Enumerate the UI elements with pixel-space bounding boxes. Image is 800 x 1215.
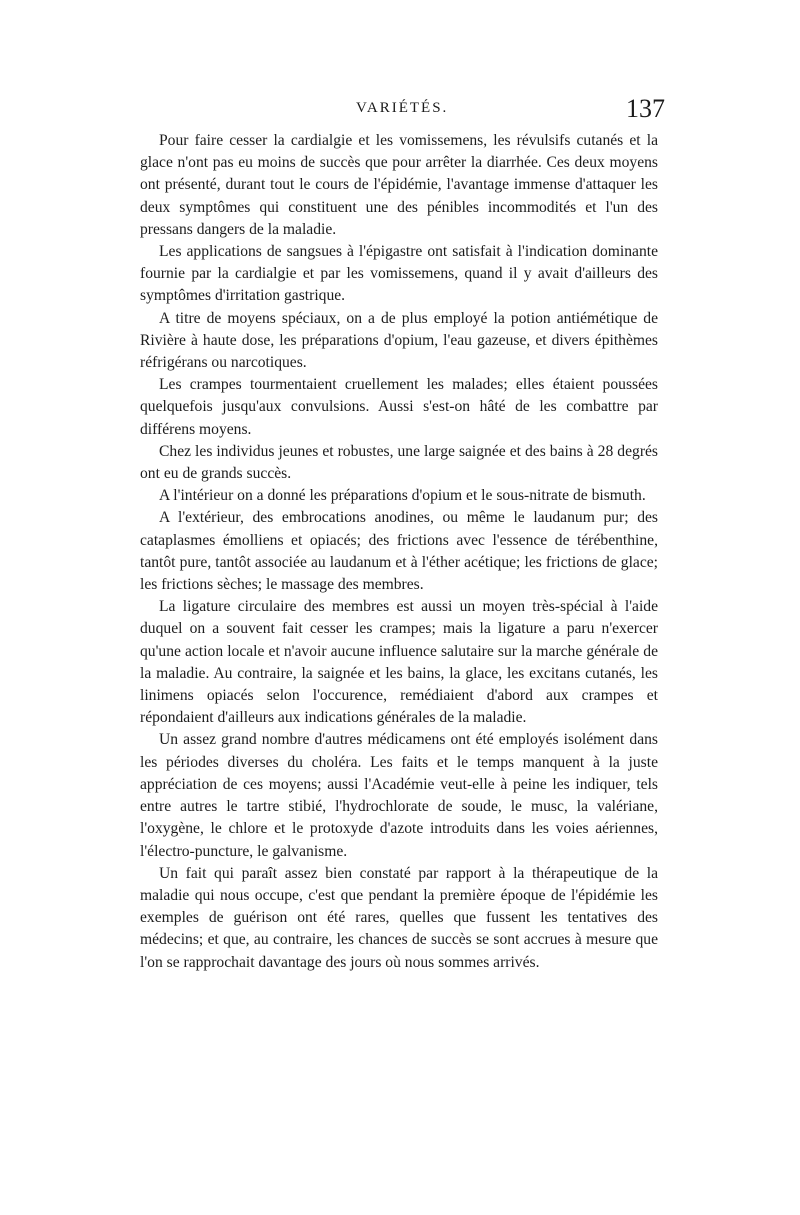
paragraph: Chez les individus jeunes et robustes, une large saignée et des bains à 28 degrés ont eu de grands succès. — [140, 442, 658, 483]
paragraph: Les applications de sangsues à l'épigastre ont satisfait à l'indication dominante fournie par la cardialgie et par les vomissemens, quand il y avait d'ailleurs des symptômes d'irritation gastrique. — [140, 243, 658, 305]
paragraph: Pour faire cesser la cardialgie et les vomissemens, les révulsifs cutanés et la glace n'ont pas eu moins de succès que pour arrêter la diarrhée. Ces deux moyens ont présenté, durant tout le cours de l'épidémie, l'avantage immense d'attaquer les deux symptômes qui constituent une des pénibles incommodités et l'un des pressans dangers de la maladie. — [140, 132, 658, 238]
paragraph: Un fait qui paraît assez bien constaté par rapport à la thérapeutique de la maladie qui nous occupe, c'est que pendant la première époque de l'épidémie les exemples de guérison ont été rares, quelles que fussent les tentatives des médecins; et que, au contraire, les chances de succès se sont accrues à mesure que l'on se rapprochait davantage des jours où nous sommes arrivés. — [140, 864, 658, 971]
paragraph: A titre de moyens spéciaux, on a de plus employé la potion antiémétique de Rivière à haute dose, les préparations d'opium, l'eau gazeuse, et divers épithèmes réfrigérans ou narcotiques. — [140, 309, 658, 372]
body-text — [140, 130, 658, 974]
running-head — [120, 94, 665, 126]
paragraph: Les crampes tourmentaient cruellement les malades; elles étaient poussées quelquefois jusqu'aux convulsions. Aussi s'est-on hâté de les combattre par différens moyens. — [140, 376, 658, 438]
running-title: VARIÉTÉS. — [356, 100, 449, 116]
paragraph: A l'extérieur, des embrocations anodines, ou même le laudanum pur; des cataplasmes émolliens et opiacés; des frictions avec l'essence de térébenthine, tantôt pure, tantôt associée au laudanum et à l'éther acétique; les frictions de glace; les frictions sèches; le massage des membres. — [140, 509, 658, 594]
page-number: 137 — [626, 94, 665, 123]
paragraph: La ligature circulaire des membres est aussi un moyen très-spécial à l'aide duquel on a souvent fait cesser les crampes; mais la ligature a paru n'exercer qu'une action locale et n'avoir aucune influence salutaire sur la marche générale de la maladie. Au contraire, la saignée et les bains, la glace, les excitans cutanés, les linimens opiacés selon l'occurence, remédiaient d'abord aux crampes et répondaient d'ailleurs aux indications générales de la maladie. — [140, 598, 658, 727]
paragraph: A l'intérieur on a donné les préparations d'opium et le sous-nitrate de bismuth. — [159, 487, 646, 505]
paragraph: Un assez grand nombre d'autres médicamens ont été employés isolément dans les périodes diverses du choléra. Les faits et le temps manquent à la juste appréciation de ces moyens; aussi l'Académie veut-elle à peine les indiquer, tels entre autres le tartre stibié, l'hydrochlorate de soude, le musc, la valériane, l'oxygène, le chlore et le protoxyde d'azote introduits dans les voies aériennes, l'électro-puncture, le galvanisme. — [140, 731, 658, 860]
